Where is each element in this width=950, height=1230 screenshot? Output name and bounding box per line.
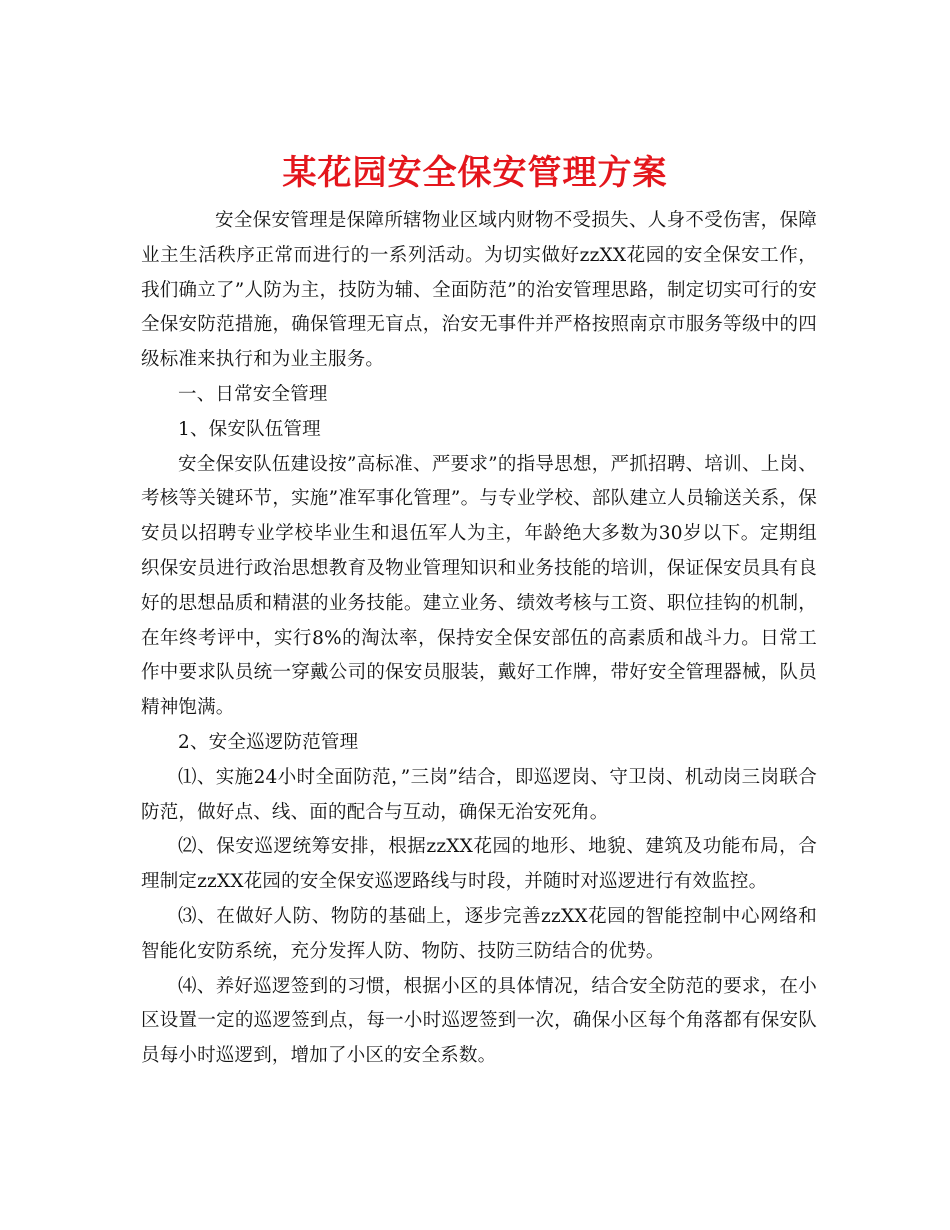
intro-paragraph: 安全保安管理是保障所辖物业区域内财物不受损失、人身不受伤害，保障业主生活秩序正常而进行的一系列活动。为切实做好zzXX花园的安全保安工作，我们确立了”人防为主，技防为辅、全面防范”的治安管理思路，制定切实可行的安全保安防范措施，确保管理无盲点，治安无事件并严格按照南京市服务等级中的四级标准来执行和为业主服务。 bbox=[141, 210, 817, 371]
patrol-item-4: ⑷、养好巡逻签到的习惯，根据小区的具体情况，结合安全防范的要求，在小区设置一定的巡逻签到点，每一小时巡逻签到一次，确保小区每个角落都有保安队员每小时巡逻到，增加了小区的安全系数。 bbox=[141, 975, 817, 1067]
patrol-item-3: ⑶、在做好人防、物防的基础上，逐步完善zzXX花园的智能控制中心网络和智能化安防系统，充分发挥人防、物防、技防三防结合的优势。 bbox=[141, 905, 817, 962]
section-heading-daily-security: 一、日常安全管理 bbox=[178, 383, 328, 405]
patrol-item-1: ⑴、实施24小时全面防范，”三岗”结合，即巡逻岗、守卫岗、机动岗三岗联合防范，做好点、线、面的配合与互动，确保无治安死角。 bbox=[141, 766, 817, 823]
subsection-heading-guard-team: 1、保安队伍管理 bbox=[178, 418, 321, 440]
patrol-item-2: ⑵、保安巡逻统筹安排，根据zzXX花园的地形、地貌、建筑及功能布局，合理制定zzXX花园的安全保安巡逻路线与时段，并随时对巡逻进行有效监控。 bbox=[141, 836, 817, 893]
guard-team-paragraph: 安全保安队伍建设按”高标准、严要求”的指导思想，严抓招聘、培训、上岗、考核等关键环节，实施”准军事化管理”。与专业学校、部队建立人员输送关系，保安员以招聘专业学校毕业生和退伍军人为主，年龄绝大多数为30岁以下。定期组织保安员进行政治思想教育及物业管理知识和业务技能的培训，保证保安员具有良好的思想品质和精湛的业务技能。建立业务、绩效考核与工资、职位挂钩的机制，在年终考评中，实行8%的淘汰率，保持安全保安部伍的高素质和战斗力。日常工作中要求队员统一穿戴公司的保安员服装，戴好工作牌，带好安全管理器械，队员精神饱满。 bbox=[141, 453, 817, 719]
subsection-heading-patrol: 2、安全巡逻防范管理 bbox=[178, 731, 359, 753]
document-body bbox=[141, 204, 817, 1074]
document-title: 某花园安全保安管理方案 bbox=[282, 152, 668, 193]
